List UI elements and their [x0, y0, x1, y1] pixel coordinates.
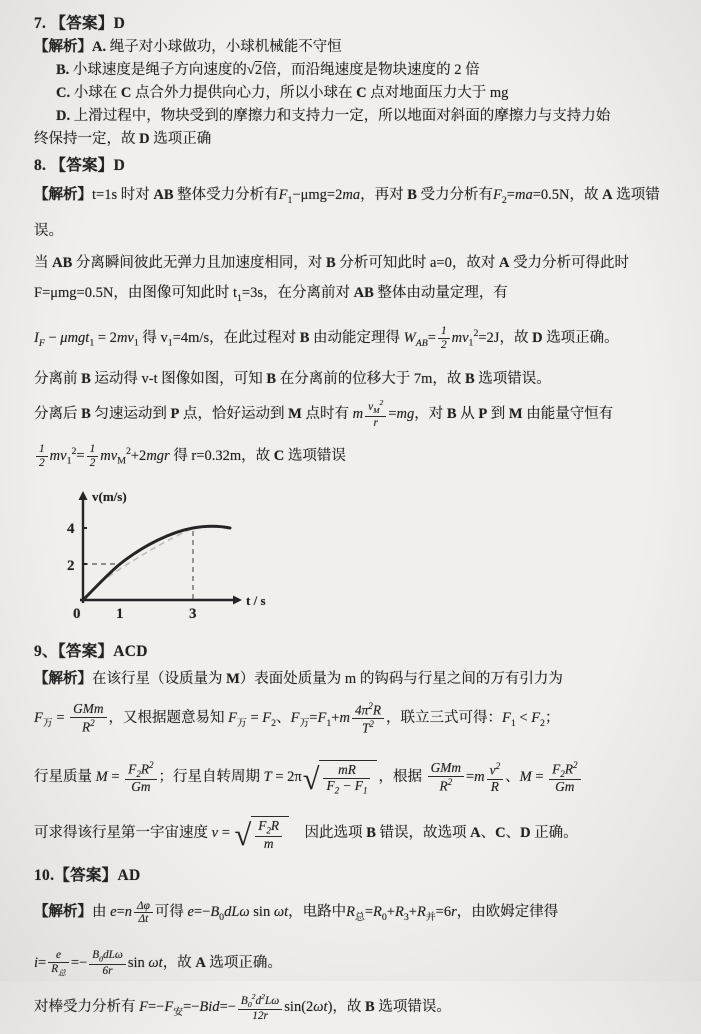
y-tick-4: 4: [67, 521, 75, 538]
vt-graph-figure: [50, 485, 675, 638]
vt-graph: [50, 485, 290, 633]
answer-header-10: 10.【答案】AD: [34, 867, 141, 885]
solution-formula-line: i= $\frac{e}{R_总}$ =− $\frac{B_0dL\omega}{6r}$ sin ωt，故 A 选项正确。: [34, 949, 282, 978]
x-tick-1: 1: [116, 606, 124, 623]
x-tick-3: 3: [189, 606, 197, 623]
solution-line: C. 小球在 C 点合外力提供向心力，所以小球在 C 点对地面压力大于 mg: [56, 85, 509, 101]
solution-paragraph: 当 AB 分离瞬间彼此无弹力且加速度相同，对 B 分析可知此时 a=0，故对 A 受力分析可得此时 F=μmg=0.5N，由图像可知此时 $t_1=3s$，在分离前对 AB 整体由动量定理，有: [34, 254, 630, 304]
answer-section-8: [34, 154, 675, 638]
x-axis-label: t / s: [246, 593, 266, 609]
answer-header-9: 9、【答案】ACD: [34, 643, 148, 661]
guide-chord-dashed: [108, 528, 193, 577]
solution-line: 终保持一定，故 D 选项正确: [34, 131, 212, 147]
solution-formula-line: 对棒受力分析有 $F=-F_安=-Bid=-$ $\frac{B_0^2d^2L\omega}{12r}$ sin(2ωt)，故 B 选项错误。: [34, 991, 451, 1023]
solution-paragraph: 【解析】在该行星（设质量为 M）表面处质量为 m 的钩码与行星之间的万有引力为: [34, 671, 563, 688]
solution-paragraph: 分离前 B 运动得 v-t 图像如图，可知 B 在分离前的位移大于 7m，故 B 选项错误。: [34, 370, 551, 387]
solution-line: D. 上滑过程中，物块受到的摩擦力和支持力一定，所以地面对斜面的摩擦力与支持力始: [56, 108, 611, 124]
solution-formula-line: 可求得该行星第一宇宙速度 v = √ $\frac{F_2R}{m}$ 因此选项 B 错误，故选项 A、C、D 正确。: [34, 817, 578, 852]
solution-line: 【解析】A. 绳子对小球做功，小球机械能不守恒: [34, 39, 342, 55]
solution-paragraph: 分离后 B 匀速运动到 P 点，恰好运动到 M 点时有 m $\frac{v_M^2}{r}$ =mg，对 B 从 P 到 M 由能量守恒有: [34, 398, 614, 429]
y-axis-label: v(m/s): [92, 489, 127, 505]
answer-section-7: [34, 12, 675, 151]
y-axis-arrow: [79, 491, 88, 500]
vt-curve: [83, 527, 230, 601]
solution-formula-line: 【解析】由 e=n $\frac{\Delta\varphi}{\Delta t}$ 可得 $e=-B_0dL\omega$ sin ωt，电路中$R_总=R_0+R_3+R_并=6r$，由欧姆定律得: [34, 899, 559, 926]
solution-formula-line: 行星质量 M = $\frac{F_2R^2}{Gm}$ ；行星自转周期 T = 2π √ $\frac{mR}{F_2 - F_1}$ ，根据 $\frac{\text{GMm}}{R^2}$ =m $\frac{v^2}{R}$ 、M = $\frac{F_2R^2}{Gm}$: [34, 750, 675, 804]
answer-section-10: [34, 864, 675, 1034]
answer-header-7: 7. 【答案】D: [34, 15, 126, 32]
solution-formula-line: $\frac{1}{2}$ $mv_1^2=$ $\frac{1}{2}$ $mv_M^2+2mgr$ 得 r=0.32m，故 C 选项错误: [34, 434, 675, 480]
answer-header-8: 8. 【答案】D: [34, 157, 126, 174]
solution-formula-line: $F_万$ = $\frac{\text{GMm}}{R^2}$ ，又根据题意易知 $F_万 = F_2$、$F_万=F_1+m$ $\frac{4\pi^2R}{T^2}$ ，联立三式可得：$F_1 < F_2$；: [34, 701, 560, 736]
solution-formula-line: $I_F - \mu mgt_1 = 2mv_1$ 得 $v_1=4m/s$，在此过程对 B 由动能定理得 $W_{AB}=$ $\frac{1}{2}$ $mv_1^2=2J$，故 D 选项正确。: [34, 325, 619, 351]
x-tick-0: 0: [73, 606, 81, 623]
solution-paragraph: 【解析】t=1s 时对 AB 整体受力分析有$F_1-\mu mg=2ma$，再对 B 受力分析有$F_2=ma=0.5N$，故 A 选项错误。: [34, 187, 660, 239]
solution-line: B. 小球速度是绳子方向速度的√2倍，而沿绳速度是物块速度的 2 倍: [56, 62, 480, 78]
x-axis-arrow: [233, 596, 242, 605]
y-tick-2: 2: [67, 558, 75, 575]
answer-section-9: [34, 640, 675, 860]
